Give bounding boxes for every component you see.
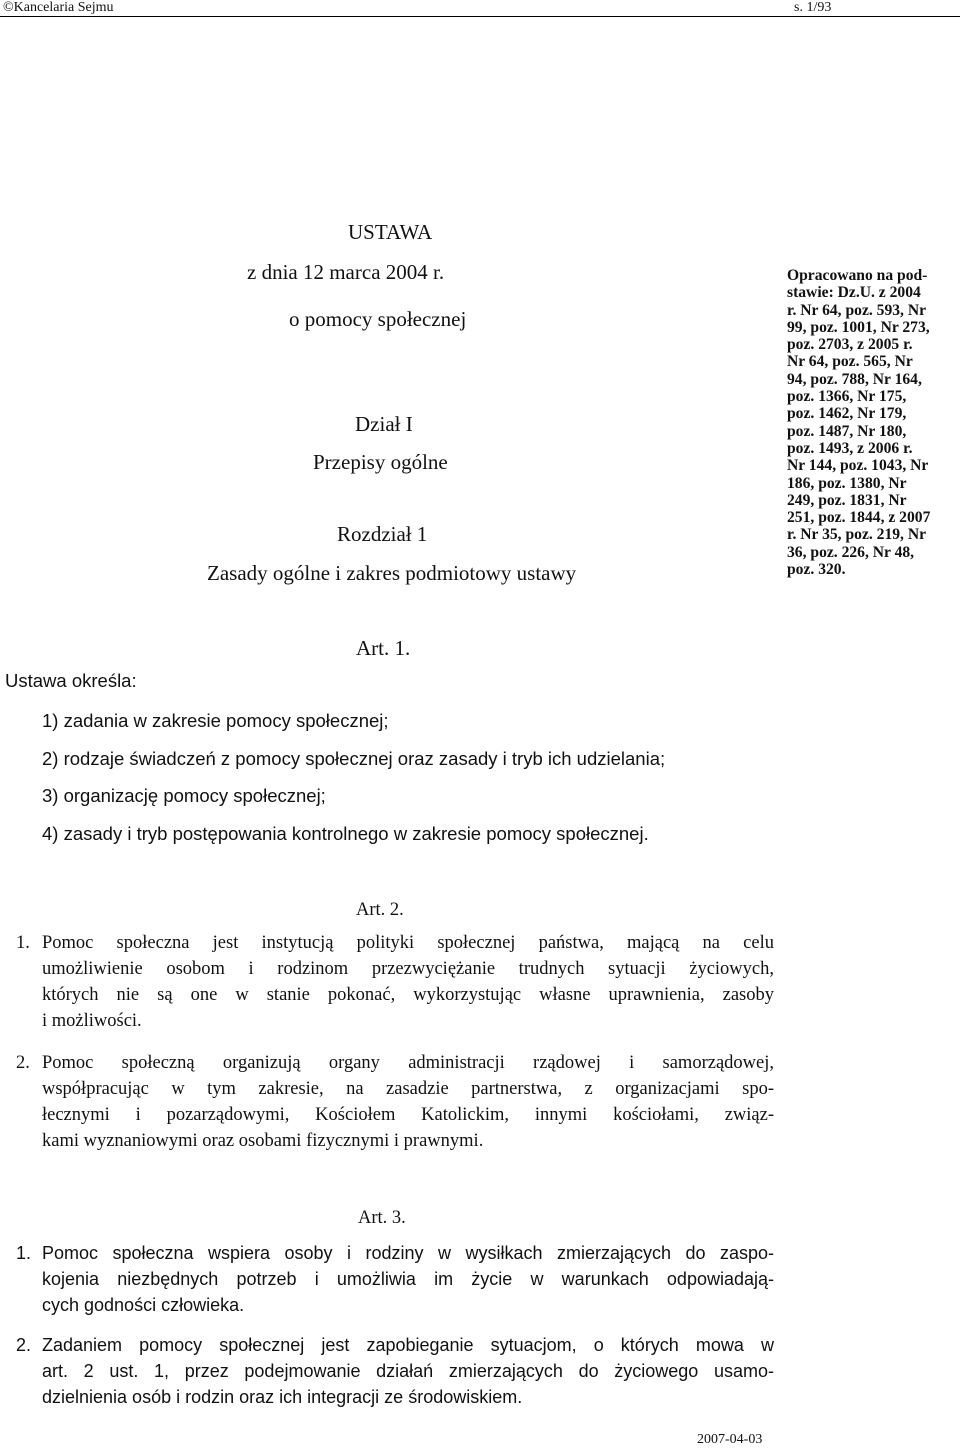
paragraph-line: łecznymi i pozarządowymi, Kościołem Katolickim, innymi kościołami, związ- [42, 1105, 774, 1125]
paragraph-line: kami wyznaniowymi oraz osobami fizycznymi i prawnymi. [42, 1131, 484, 1151]
paragraph-line: art. 2 ust. 1, przez podejmowanie działań zmierzających do życiowego usamo- [42, 1361, 774, 1381]
header-source: ©Kancelaria Sejmu [3, 0, 114, 15]
chapter-number: Rozdział 1 [337, 522, 428, 546]
article-3-paragraph-2 [16, 1332, 774, 1410]
paragraph-line: Pomoc społeczną organizują organy administracji rządowej i samorządowej, [42, 1053, 774, 1073]
article-2-paragraph-2 [16, 1050, 774, 1154]
act-subject: o pomocy społecznej [289, 307, 467, 331]
article-1-item: 2) rodzaje świadczeń z pomocy społecznej oraz zasady i tryb ich udzielania; [42, 748, 666, 769]
article-1-heading: Art. 1. [356, 636, 411, 660]
paragraph-line: cych godności człowieka. [42, 1295, 245, 1315]
article-1-intro: Ustawa określa: [5, 670, 137, 691]
paragraph-line: kojenia niezbędnych potrzeb i umożliwia im życie w warunkach odpowiadają- [42, 1269, 774, 1289]
article-3-heading: Art. 3. [358, 1208, 406, 1228]
paragraph-number: 2. [16, 1053, 30, 1073]
header-divider [0, 16, 960, 17]
division-number: Dział I [355, 412, 413, 436]
paragraph-number: 2. [16, 1335, 32, 1355]
source-sidenote: Opracowano na pod- stawie: Dz.U. z 2004 r. Nr 64, poz. 593, Nr 99, poz. 1001, Nr 273, poz. 2703, z 2005 r. Nr 64, poz. 565, Nr 94, poz. 788, Nr 164, poz. 1366, Nr 175, poz. 1462, Nr 179, poz. 1487, Nr 180, poz. 1493, z 2006 r. Nr 144, poz. 1043, Nr 186, poz. 1380, Nr 249, poz. 1831, Nr 251, poz. 1844, z 2007 r. Nr 35, poz. 219, Nr 36, poz. 226, Nr 48, poz. 320. [787, 267, 931, 579]
paragraph-line: Pomoc społeczna jest instytucją polityki społecznej państwa, mającą na celu [42, 933, 774, 953]
article-1-item: 3) organizację pomocy społecznej; [42, 785, 326, 806]
division-title: Przepisy ogólne [313, 450, 448, 474]
article-1-item: 1) zadania w zakresie pomocy społecznej; [42, 710, 389, 731]
paragraph-line: i możliwości. [42, 1011, 142, 1031]
act-date: z dnia 12 marca 2004 r. [247, 260, 445, 284]
paragraph-number: 1. [16, 1243, 32, 1263]
paragraph-line: Pomoc społeczna wspiera osoby i rodziny w wysiłkach zmierzających do zaspo- [42, 1243, 774, 1263]
paragraph-line: Zadaniem pomocy społecznej jest zapobieganie sytuacjom, o których mowa w [42, 1335, 774, 1355]
paragraph-line: umożliwienie osobom i rodzinom przezwyciężanie trudnych sytuacji życiowych, [42, 959, 774, 979]
paragraph-number: 1. [16, 933, 30, 953]
act-type: USTAWA [348, 220, 433, 244]
paragraph-line: współpracując w tym zakresie, na zasadzie partnerstwa, z organizacjami spo- [42, 1079, 774, 1099]
chapter-title: Zasady ogólne i zakres podmiotowy ustawy [207, 561, 577, 585]
article-2-paragraph-1 [16, 930, 774, 1034]
paragraph-line: których nie są one w stanie pokonać, wykorzystując własne uprawnienia, zasoby [42, 985, 774, 1005]
paragraph-line: dzielnienia osób i rodzin oraz ich integracji ze środowiskiem. [42, 1387, 523, 1407]
footer-date: 2007-04-03 [697, 1432, 763, 1447]
article-2-heading: Art. 2. [356, 900, 404, 920]
article-1-item: 4) zasady i tryb postępowania kontrolnego w zakresie pomocy społecznej. [42, 823, 649, 844]
header-page-number: s. 1/93 [794, 0, 832, 15]
article-3-paragraph-1 [16, 1240, 774, 1318]
